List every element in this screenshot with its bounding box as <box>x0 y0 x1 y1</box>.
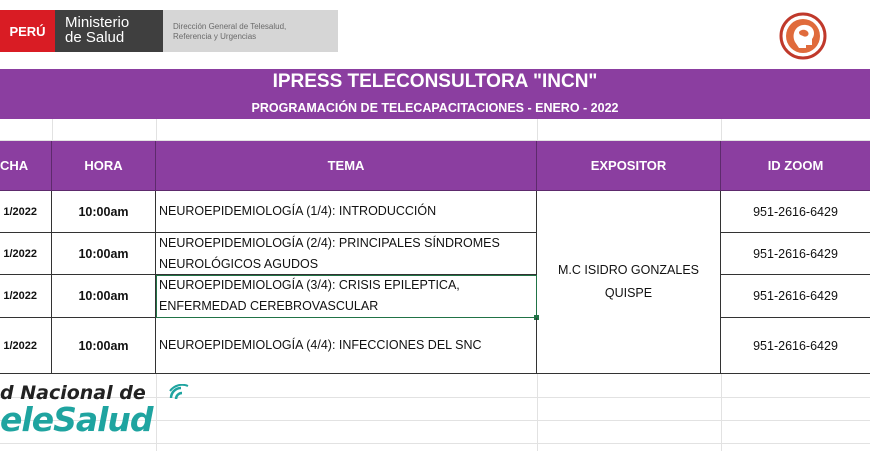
grid-line <box>0 443 870 444</box>
cell-tema[interactable] <box>156 318 537 374</box>
grid-line <box>721 374 722 451</box>
grid-line <box>721 118 722 141</box>
cell-tema-selected[interactable] <box>156 275 537 318</box>
cell-expositor[interactable] <box>537 191 721 374</box>
tema-line-2: ENFERMEDAD CEREBROVASCULAR <box>159 299 379 313</box>
header-expositor[interactable]: EXPOSITOR <box>537 141 721 191</box>
grid-line <box>156 118 157 141</box>
grid-line <box>537 374 538 451</box>
header-fecha[interactable]: CHA <box>0 141 52 191</box>
grid-line <box>156 374 157 451</box>
telesalud-logo-line-2: eleSalud <box>0 400 153 439</box>
tema-line-1: NEUROEPIDEMIOLOGÍA (4/4): INFECCIONES DEL SNC <box>159 338 482 352</box>
direccion-line-2: Referencia y Urgencias <box>173 32 257 41</box>
page-title: IPRESS TELECONSULTORA "INCN" <box>272 71 598 92</box>
tema-line-2: NEUROLÓGICOS AGUDOS <box>159 256 319 271</box>
cell-tema[interactable] <box>156 233 537 275</box>
cell-fecha[interactable]: 1/2022 <box>0 233 52 275</box>
cell-hora[interactable]: 10:00am <box>52 191 156 233</box>
minsa-logo <box>0 10 338 52</box>
header-id-zoom[interactable]: ID ZOOM <box>721 141 870 191</box>
ministerio-block <box>55 10 163 52</box>
cell-id-zoom[interactable]: 951-2616-6429 <box>721 275 870 318</box>
expositor-line-1: M.C ISIDRO GONZALES <box>558 263 699 277</box>
header-hora[interactable]: HORA <box>52 141 156 191</box>
tema-line-1: NEUROEPIDEMIOLOGÍA (1/4): INTRODUCCIÓN <box>159 204 437 218</box>
tema-line-1: NEUROEPIDEMIOLOGÍA (2/4): PRINCIPALES SÍNDROMES <box>159 235 500 250</box>
cell-hora[interactable]: 10:00am <box>52 233 156 275</box>
direccion-line-1: Dirección General de Telesalud, <box>173 22 287 31</box>
ministerio-text: Ministerio <box>65 14 130 31</box>
cell-id-zoom[interactable]: 951-2616-6429 <box>721 233 870 275</box>
header-tema[interactable]: TEMA <box>156 141 537 191</box>
tema-line-1: NEUROEPIDEMIOLOGÍA (3/4): CRISIS EPILEPTICA, <box>159 278 460 292</box>
cell-fecha[interactable]: 1/2022 <box>0 275 52 318</box>
telesalud-logo-line-1: d Nacional de <box>0 382 146 404</box>
cell-fecha[interactable]: 1/2022 <box>0 318 52 374</box>
direccion-block <box>163 10 338 52</box>
wifi-signal-icon <box>168 384 194 406</box>
cell-tema[interactable] <box>156 191 537 233</box>
cell-hora[interactable]: 10:00am <box>52 318 156 374</box>
peru-badge: PERÚ <box>0 10 55 52</box>
cell-hora[interactable]: 10:00am <box>52 275 156 318</box>
incn-brain-logo-icon <box>779 12 827 60</box>
grid-line <box>537 118 538 141</box>
cell-id-zoom[interactable]: 951-2616-6429 <box>721 318 870 374</box>
page-subtitle: PROGRAMACIÓN DE TELECAPACITACIONES - ENERO - 2022 <box>251 101 619 115</box>
cell-fecha[interactable]: 1/2022 <box>0 191 52 233</box>
expositor-line-2: QUISPE <box>604 286 653 300</box>
cell-id-zoom[interactable]: 951-2616-6429 <box>721 191 870 233</box>
de-salud-text: de Salud <box>65 29 125 46</box>
grid-line <box>52 118 53 141</box>
